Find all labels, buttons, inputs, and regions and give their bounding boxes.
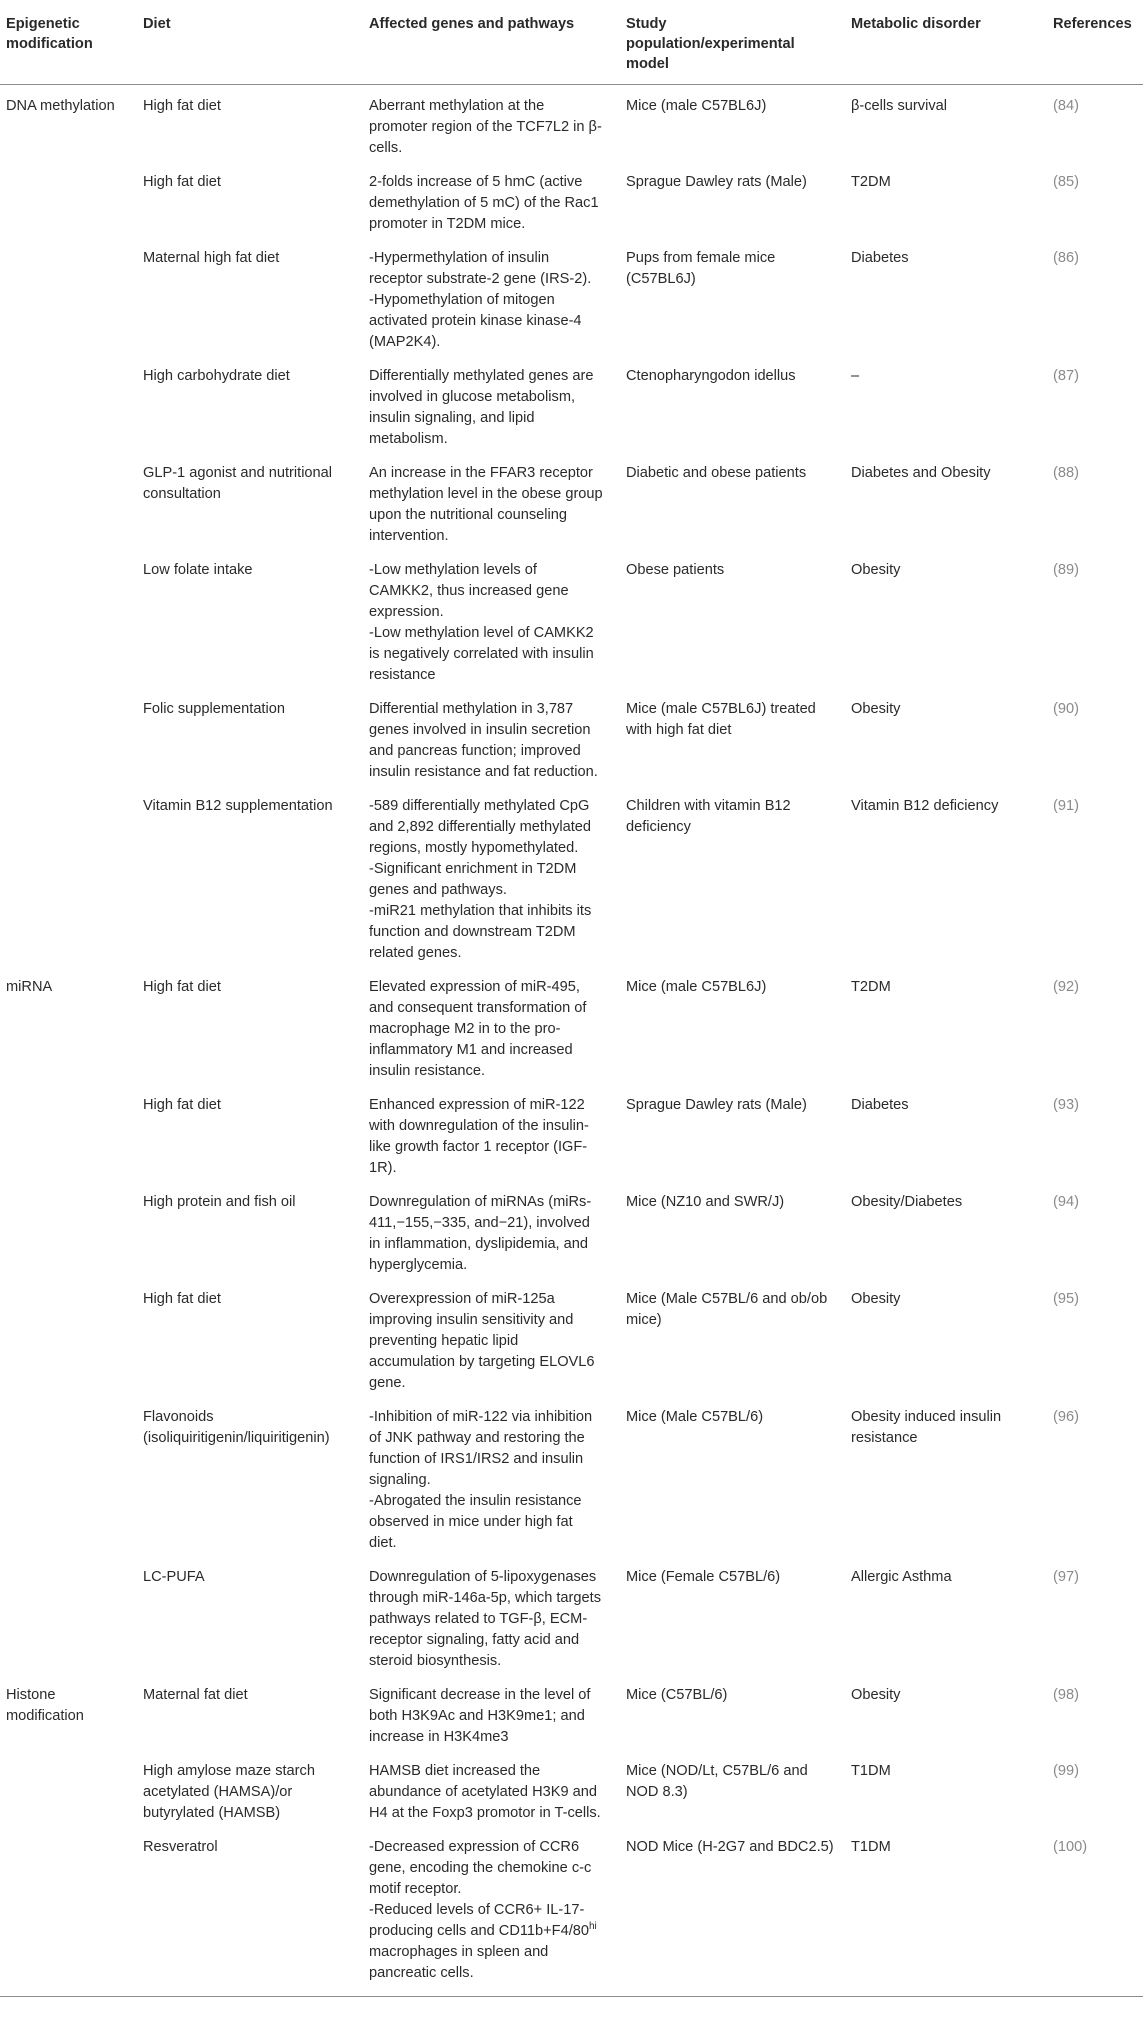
cell-modification: [0, 1088, 137, 1185]
cell-study-population: Mice (C57BL/6): [626, 1687, 728, 1703]
gene-pathway-line: -Low methylation levels of CAMKK2, thus increased gene expression.: [369, 562, 569, 620]
cell-affected-genes: [363, 1754, 620, 1830]
cell-diet: Maternal high fat diet: [143, 250, 280, 266]
table-row: [0, 1185, 1143, 1282]
cell-modification: [0, 456, 137, 553]
cell-affected-genes: [363, 553, 620, 692]
cell-affected-genes: [363, 359, 620, 456]
table-row: [0, 456, 1143, 553]
cell-affected-genes: [363, 165, 620, 241]
cell-modification: [0, 789, 137, 970]
cell-study-population: Mice (Female C57BL/6): [626, 1569, 781, 1585]
gene-pathway-line: [369, 1900, 604, 1984]
cell-modification: [0, 1830, 137, 1997]
cell-modification: [0, 1400, 137, 1560]
cell-affected-genes: [363, 789, 620, 970]
cell-modification: [0, 241, 137, 359]
cell-metabolic-disorder: T2DM: [851, 174, 891, 190]
epigenetic-diet-table: [0, 6, 1143, 1997]
cell-affected-genes: [363, 970, 620, 1088]
cell-reference-link[interactable]: (85): [1053, 174, 1079, 190]
cell-affected-genes: [363, 1678, 620, 1754]
cell-modification: [0, 1560, 137, 1678]
cell-study-population: Mice (male C57BL6J): [626, 979, 767, 995]
cell-affected-genes: [363, 1400, 620, 1560]
gene-pathway-line: -Abrogated the insulin resistance observed in mice under high fat diet.: [369, 1493, 582, 1551]
cell-modification: [0, 1185, 137, 1282]
gene-pathway-line: Downregulation of miRNAs (miRs-411,−155,−335, and−21), involved in inflammation, dyslipidemia, and hyperglycemia.: [369, 1194, 592, 1273]
gene-pathway-line: Overexpression of miR-125a improving insulin sensitivity and preventing hepatic lipid accumulation by targeting ELOVL6 gene.: [369, 1291, 595, 1391]
gene-pathway-line: Enhanced expression of miR-122 with downregulation of the insulin-like growth factor 1 receptor (IGF-1R).: [369, 1097, 589, 1176]
table-row: [0, 1754, 1143, 1830]
gene-pathway-line: -Hypomethylation of mitogen activated protein kinase kinase-4 (MAP2K4).: [369, 292, 582, 350]
cell-study-population: Sprague Dawley rats (Male): [626, 1097, 807, 1113]
cell-metabolic-disorder: T1DM: [845, 1830, 1047, 1997]
cell-affected-genes: [363, 692, 620, 789]
cell-study-population: Mice (NZ10 and SWR/J): [626, 1194, 785, 1210]
cell-reference-link[interactable]: (88): [1053, 465, 1079, 481]
table-header: [0, 6, 1143, 85]
cell-metabolic-disorder: Vitamin B12 deficiency: [851, 798, 999, 814]
table-row: [0, 789, 1143, 970]
gene-pathway-text: -Reduced levels of CCR6+ IL-17-producing cells and CD11b+F4/80: [369, 1902, 589, 1939]
cell-affected-genes: [363, 1560, 620, 1678]
cell-reference-link[interactable]: (87): [1053, 368, 1079, 384]
cell-metabolic-disorder: Obesity: [851, 701, 901, 717]
cell-diet: High fat diet: [143, 174, 221, 190]
cell-reference-link[interactable]: (92): [1053, 979, 1079, 995]
table-row: [0, 165, 1143, 241]
cell-modification: [0, 165, 137, 241]
cell-study-population: Diabetic and obese patients: [626, 465, 807, 481]
header-references: References: [1047, 6, 1143, 85]
table-row: [0, 692, 1143, 789]
cell-affected-genes: [363, 85, 620, 166]
cell-modification: Histone modification: [6, 1687, 84, 1724]
cell-study-population: Sprague Dawley rats (Male): [626, 174, 807, 190]
table-row: [0, 553, 1143, 692]
superscript: hi: [589, 1921, 597, 1933]
gene-pathway-line: -589 differentially methylated CpG and 2,892 differentially methylated regions, mostly hypomethylated.: [369, 798, 592, 856]
cell-diet: Maternal fat diet: [143, 1687, 248, 1703]
gene-pathway-line: HAMSB diet increased the abundance of acetylated H3K9 and H4 at the Foxp3 promotor in T-cells.: [369, 1763, 601, 1821]
cell-metabolic-disorder: –: [851, 368, 860, 384]
cell-reference-link[interactable]: (89): [1053, 562, 1079, 578]
cell-reference-link[interactable]: (99): [1053, 1763, 1079, 1779]
cell-affected-genes: [363, 1282, 620, 1400]
gene-pathway-line: -Hypermethylation of insulin receptor substrate-2 gene (IRS-2).: [369, 250, 592, 287]
cell-study-population: NOD Mice (H-2G7 and BDC2.5): [620, 1830, 845, 1997]
table-row: [0, 85, 1143, 166]
cell-study-population: Mice (Male C57BL/6 and ob/ob mice): [626, 1291, 828, 1328]
cell-metabolic-disorder: β-cells survival: [851, 98, 947, 114]
cell-reference-link[interactable]: (86): [1053, 250, 1079, 266]
table-row: [0, 1560, 1143, 1678]
cell-metabolic-disorder: Obesity/Diabetes: [851, 1194, 963, 1210]
cell-metabolic-disorder: T2DM: [851, 979, 891, 995]
gene-pathway-line: An increase in the FFAR3 receptor methylation level in the obese group upon the nutritional counseling intervention.: [369, 465, 603, 544]
cell-modification: miRNA: [6, 979, 53, 995]
cell-affected-genes: [363, 1088, 620, 1185]
cell-study-population: Children with vitamin B12 deficiency: [626, 798, 791, 835]
cell-study-population: Mice (Male C57BL/6): [626, 1409, 764, 1425]
cell-diet: Low folate intake: [143, 562, 253, 578]
cell-diet: High fat diet: [143, 98, 221, 114]
table-row: [0, 1282, 1143, 1400]
cell-affected-genes: [363, 1830, 620, 1997]
cell-reference-link[interactable]: (94): [1053, 1194, 1079, 1210]
cell-reference-link[interactable]: (98): [1053, 1687, 1079, 1703]
cell-metabolic-disorder: Obesity: [851, 562, 901, 578]
cell-modification: [0, 1282, 137, 1400]
cell-affected-genes: [363, 1185, 620, 1282]
gene-pathway-line: -Decreased expression of CCR6 gene, encoding the chemokine c-c motif receptor.: [369, 1839, 592, 1897]
gene-pathway-line: Elevated expression of miR-495, and consequent transformation of macrophage M2 in to the pro-inflammatory M1 and increased insulin resistance.: [369, 979, 587, 1079]
gene-pathway-line: Differential methylation in 3,787 genes involved in insulin secretion and pancreas function; improved insulin resistance and fat reduction.: [369, 701, 598, 780]
cell-metabolic-disorder: Allergic Asthma: [851, 1569, 952, 1585]
cell-reference-link[interactable]: (93): [1053, 1097, 1079, 1113]
gene-pathway-text: macrophages in spleen and pancreatic cells.: [369, 1944, 549, 1981]
cell-metabolic-disorder: T1DM: [851, 1763, 891, 1779]
cell-diet: Flavonoids (isoliquiritigenin/liquiritigenin): [143, 1409, 330, 1446]
gene-pathway-line: -Inhibition of miR-122 via inhibition of JNK pathway and restoring the function of IRS1/IRS2 and insulin signaling.: [369, 1409, 593, 1488]
table-row: [0, 359, 1143, 456]
cell-metabolic-disorder: Diabetes and Obesity: [851, 465, 991, 481]
table-row: [0, 1830, 1143, 1997]
gene-pathway-line: Differentially methylated genes are involved in glucose metabolism, insulin signaling, and lipid metabolism.: [369, 368, 594, 447]
cell-reference-link[interactable]: (100): [1047, 1830, 1143, 1997]
cell-modification: [0, 359, 137, 456]
cell-study-population: Obese patients: [626, 562, 725, 578]
gene-pathway-line: 2-folds increase of 5 hmC (active demethylation of 5 mC) of the Rac1 promoter in T2DM mice.: [369, 174, 599, 232]
cell-study-population: Pups from female mice (C57BL6J): [626, 250, 776, 287]
cell-affected-genes: [363, 456, 620, 553]
header-epigenetic-modification: Epigenetic modification: [0, 6, 137, 85]
header-row: [0, 6, 1143, 85]
cell-metabolic-disorder: Obesity: [851, 1291, 901, 1307]
cell-diet: Folic supplementation: [143, 701, 285, 717]
cell-affected-genes: [363, 241, 620, 359]
cell-diet: High protein and fish oil: [143, 1194, 296, 1210]
cell-metabolic-disorder: Obesity induced insulin resistance: [851, 1409, 1002, 1446]
table-row: [0, 241, 1143, 359]
cell-diet: Vitamin B12 supplementation: [143, 798, 333, 814]
header-diet: Diet: [137, 6, 363, 85]
cell-modification: DNA methylation: [6, 98, 115, 114]
cell-reference-link[interactable]: (95): [1053, 1291, 1079, 1307]
cell-diet: High fat diet: [143, 1291, 221, 1307]
cell-modification: [0, 692, 137, 789]
gene-pathway-line: -Significant enrichment in T2DM genes and pathways.: [369, 861, 577, 898]
gene-pathway-line: Significant decrease in the level of both H3K9Ac and H3K9me1; and increase in H3K4me3: [369, 1687, 591, 1745]
table-body: [0, 85, 1143, 1997]
cell-diet: GLP-1 agonist and nutritional consultation: [143, 465, 333, 502]
cell-diet: LC-PUFA: [143, 1569, 205, 1585]
cell-diet: High carbohydrate diet: [143, 368, 290, 384]
header-study-population: Study population/experimental model: [620, 6, 845, 85]
header-metabolic-disorder: Metabolic disorder: [845, 6, 1047, 85]
gene-pathway-line: Aberrant methylation at the promoter region of the TCF7L2 in β-cells.: [369, 98, 602, 156]
cell-diet: High amylose maze starch acetylated (HAMSA)/or butyrylated (HAMSB): [143, 1763, 315, 1821]
cell-metabolic-disorder: Obesity: [851, 1687, 901, 1703]
cell-modification: [0, 1754, 137, 1830]
cell-metabolic-disorder: Diabetes: [851, 1097, 909, 1113]
cell-diet: High fat diet: [143, 1097, 221, 1113]
cell-study-population: Mice (male C57BL6J): [626, 98, 767, 114]
table-row: [0, 1088, 1143, 1185]
gene-pathway-line: -Low methylation level of CAMKK2 is negatively correlated with insulin resistance: [369, 625, 594, 683]
cell-reference-link[interactable]: (91): [1053, 798, 1079, 814]
table-row: [0, 1678, 1143, 1754]
cell-reference-link[interactable]: (84): [1053, 98, 1079, 114]
cell-modification: [0, 553, 137, 692]
cell-diet: Resveratrol: [137, 1830, 363, 1997]
gene-pathway-line: -miR21 methylation that inhibits its function and downstream T2DM related genes.: [369, 903, 592, 961]
cell-reference-link[interactable]: (96): [1053, 1409, 1079, 1425]
table-row: [0, 970, 1143, 1088]
table-row: [0, 1400, 1143, 1560]
cell-reference-link[interactable]: (97): [1053, 1569, 1079, 1585]
cell-study-population: Mice (NOD/Lt, C57BL/6 and NOD 8.3): [626, 1763, 808, 1800]
cell-study-population: Ctenopharyngodon idellus: [626, 368, 796, 384]
gene-pathway-line: Downregulation of 5-lipoxygenases through miR-146a-5p, which targets pathways related to TGF-β, ECM-receptor signaling, fatty acid and steroid biosynthesis.: [369, 1569, 601, 1669]
header-affected-genes: Affected genes and pathways: [363, 6, 620, 85]
cell-study-population: Mice (male C57BL6J) treated with high fat diet: [626, 701, 816, 738]
cell-metabolic-disorder: Diabetes: [851, 250, 909, 266]
cell-reference-link[interactable]: (90): [1053, 701, 1079, 717]
cell-diet: High fat diet: [143, 979, 221, 995]
